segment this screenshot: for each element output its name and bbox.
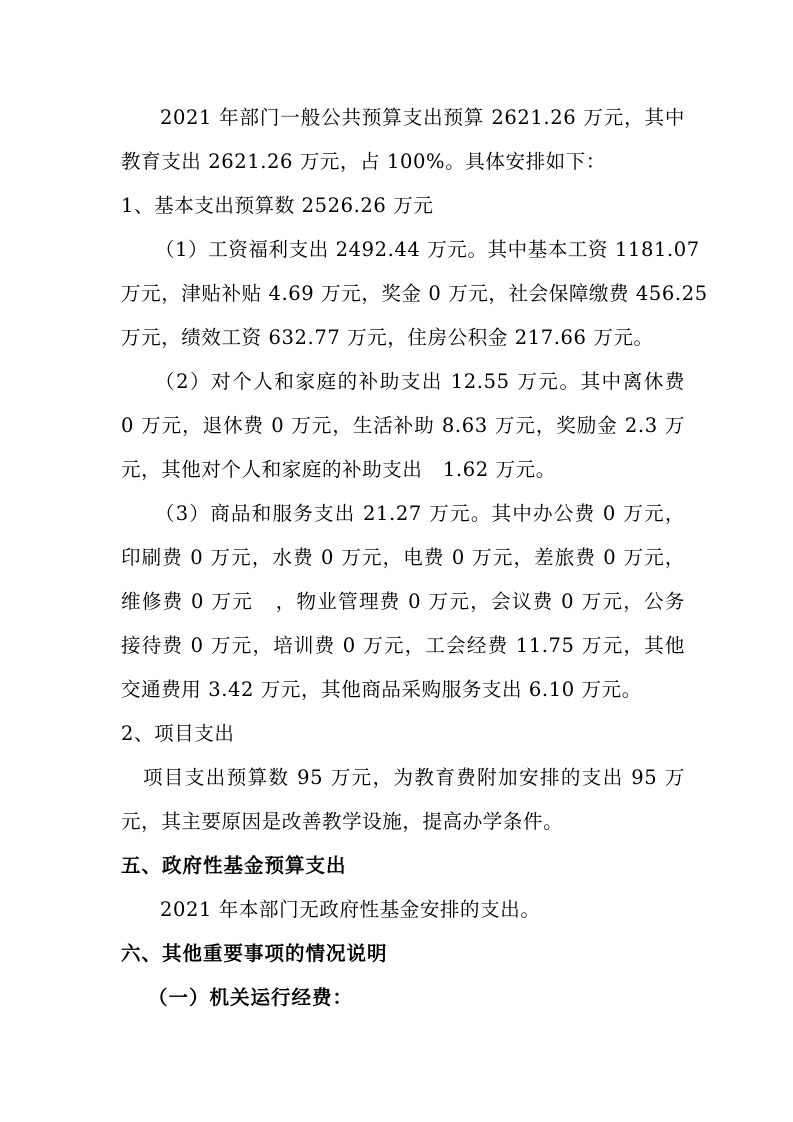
item-1-line-1: （1）工资福利支出 2492.44 万元。其中基本工资 1181.07 xyxy=(155,238,700,261)
section-6-heading: 六、其他重要事项的情况说明 xyxy=(121,942,388,965)
project-line-2: 元，其主要原因是改善教学设施，提高办学条件。 xyxy=(121,810,564,833)
item-2-line-2: 0 万元，退休费 0 万元，生活补助 8.63 万元，奖励金 2.3 万 xyxy=(121,414,685,437)
item-1-line-2: 万元，津贴补贴 4.69 万元，奖金 0 万元，社会保障缴费 456.25 xyxy=(121,282,708,305)
intro-line-2: 教育支出 2621.26 万元，占 100%。具体安排如下： xyxy=(121,150,606,173)
item-3-line-5: 交通费用 3.42 万元，其他商品采购服务支出 6.10 万元。 xyxy=(121,678,642,701)
item-3-line-3: 维修费 0 万元 ，物业管理费 0 万元，会议费 0 万元，公务 xyxy=(121,590,685,613)
item-3-line-1: （3）商品和服务支出 21.27 万元。其中办公费 0 万元， xyxy=(155,502,685,525)
item-2-line-3: 元，其他对个人和家庭的补助支出 1.62 万元。 xyxy=(121,458,556,481)
section-5-body: 2021 年本部门无政府性基金安排的支出。 xyxy=(160,898,541,921)
section-1-heading: 1、基本支出预算数 2526.26 万元 xyxy=(121,194,434,217)
item-1-line-3: 万元，绩效工资 632.77 万元，住房公积金 217.66 万元。 xyxy=(121,326,654,349)
project-line-1: 项目支出预算数 95 万元，为教育费附加安排的支出 95 万 xyxy=(143,766,685,789)
item-2-line-1: （2）对个人和家庭的补助支出 12.55 万元。其中离休费 xyxy=(155,370,685,393)
section-6-subheading: （一）机关运行经费： xyxy=(148,986,354,1009)
item-3-line-2: 印刷费 0 万元，水费 0 万元，电费 0 万元，差旅费 0 万元， xyxy=(121,546,685,569)
intro-line-1: 2021 年部门一般公共预算支出预算 2621.26 万元，其中 xyxy=(160,106,685,129)
section-2-heading: 2、项目支出 xyxy=(121,722,235,745)
item-3-line-4: 接待费 0 万元，培训费 0 万元，工会经费 11.75 万元，其他 xyxy=(121,634,685,657)
section-5-heading: 五、政府性基金预算支出 xyxy=(121,854,347,877)
